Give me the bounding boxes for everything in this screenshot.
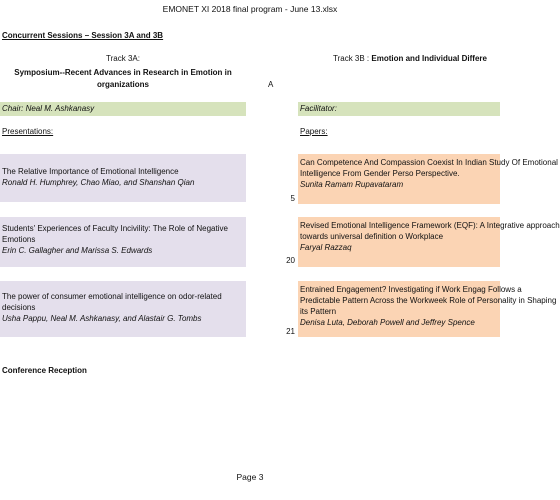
presentation-title: Students' Experiences of Faculty Incivility: The Role of Negative Emotions	[2, 224, 228, 244]
presentation-authors: Erin C. Gallagher and Marissa S. Edwards	[2, 246, 153, 255]
section-title: Concurrent Sessions – Session 3A and 3B	[2, 31, 164, 40]
column-letter: A	[268, 80, 274, 89]
track-3b-label: Track 3B :	[333, 54, 370, 63]
presentation-item	[0, 281, 246, 337]
paper-number: 21	[286, 327, 295, 336]
presentations-label: Presentations:	[2, 127, 54, 136]
paper-number: 20	[286, 256, 295, 265]
chair-bar: Chair: Neal M. Ashkanasy	[0, 102, 246, 116]
conference-reception: Conference Reception	[2, 366, 87, 375]
track-3b-heading	[333, 54, 487, 63]
presentation-title: The power of consumer emotional intelligence on odor-related decisions	[2, 292, 222, 312]
page-number: Page 3	[236, 472, 264, 482]
presentation-authors: Usha Pappu, Neal M. Ashkanasy, and Alastair G. Tombs	[2, 314, 202, 323]
paper-authors: Faryal Razzaq	[300, 243, 352, 252]
paper-item	[298, 217, 560, 267]
papers-label: Papers:	[300, 127, 328, 136]
presentation-authors: Ronald H. Humphrey, Chao Miao, and Shanshan Qian	[2, 178, 195, 187]
paper-authors: Sunita Ramam Rupavataram	[300, 180, 404, 189]
paper-item	[298, 281, 557, 337]
paper-title: Can Competence And Compassion Coexist In Indian Study Of Emotional Intelligence From Gender Perso Perspective.	[300, 158, 558, 178]
facilitator-bar: Facilitator:	[298, 102, 500, 116]
paper-item	[298, 154, 558, 204]
presentation-title: The Relative Importance of Emotional Intelligence	[2, 167, 179, 176]
paper-title: Revised Emotional Intelligence Framework (EQF): A Integrative approach towards universal definition o Workplace	[300, 221, 560, 241]
presentation-item	[0, 217, 246, 267]
paper-title: Entrained Engagement? Investigating if Work Engag Follows a Predictable Pattern Across the Workweek Role of Personality in Shaping its Pattern	[300, 285, 557, 316]
track-3a-label: Track 3A:	[106, 54, 140, 63]
symposium-title: Symposium--Recent Advances in Research in Emotion in organizations	[14, 68, 232, 89]
paper-authors: Denisa Luta, Deborah Powell and Jeffrey Spence	[300, 318, 475, 327]
track-3b-title: Emotion and Individual Differe	[371, 54, 487, 63]
presentation-item	[0, 154, 246, 202]
document-title: EMONET XI 2018 final program - June 13.xlsx	[162, 4, 338, 14]
paper-number: 5	[290, 194, 295, 203]
